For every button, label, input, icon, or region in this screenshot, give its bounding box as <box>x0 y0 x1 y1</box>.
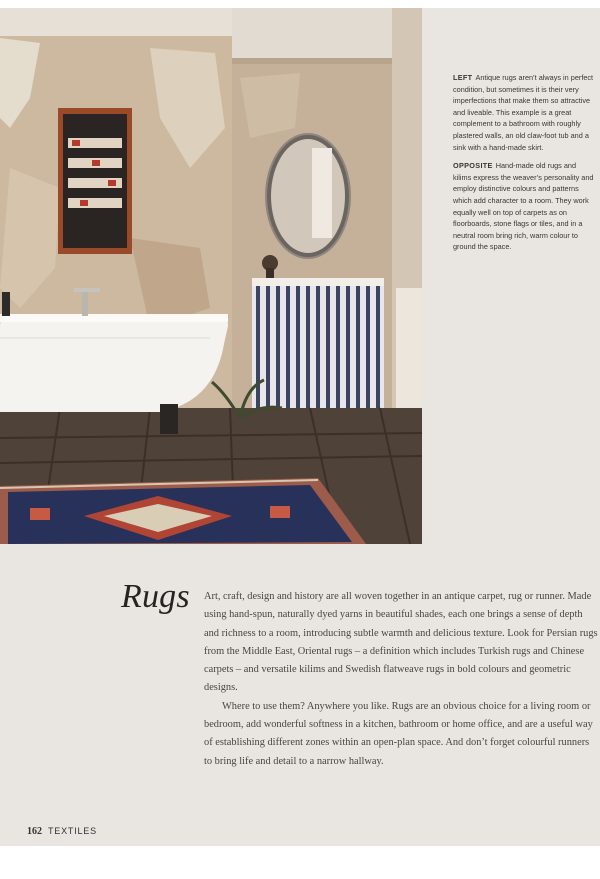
body-paragraph: Where to use them? Anywhere you like. Rugs are an obvious choice for a living room or bedroom, add wonderful softness in a kitchen, bathroom or home office, and are a useful way of establishing different zones within an open-plan space. And don’t forget colourful runners to bring life and detail to a narrow hallway. <box>204 700 593 767</box>
book-page <box>0 8 600 846</box>
article-body <box>204 588 598 771</box>
caption-opposite-text: Hand-made old rugs and kilims express the weaver’s personality and employ distinctive colours and patterns which add character to a room. They work equally well on top of carpets as on floorboards, stone flags or tiles, and in a neutral room bring rich, warm colour to ground the space. <box>453 161 594 252</box>
caption-opposite <box>453 160 596 253</box>
section-heading: Rugs <box>121 578 190 615</box>
page-footer <box>27 826 97 837</box>
photo-caption <box>453 72 596 260</box>
bathroom-photo <box>0 8 422 544</box>
caption-opposite-label: OPPOSITE <box>453 161 493 171</box>
body-paragraph: Art, craft, design and history are all woven together in an antique carpet, rug or runner. Made using hand-spun, naturally dyed yarns in beautiful shades, each one brings a sense of depth and richness to a room, introducing subtle warmth and delicious texture. Look for Persian rugs from the Middle East, Oriental rugs – a definition which includes Turkish rugs and Chinese carpets – and versatile kilims and Swedish flatweave rugs in bold colours and geometric designs. <box>204 591 598 694</box>
caption-left-label: LEFT <box>453 73 473 82</box>
caption-left-text: Antique rugs aren’t always in perfect condition, but sometimes it is their very imperfections that make them so attractive and liveable. This example is a great complement to a bathroom with roughly plastered walls, an old claw-foot tub and a sink with a hand-made skirt. <box>453 73 594 152</box>
page-number: 162 <box>27 826 42 837</box>
caption-left <box>453 72 596 153</box>
section-name: TEXTILES <box>48 826 97 836</box>
